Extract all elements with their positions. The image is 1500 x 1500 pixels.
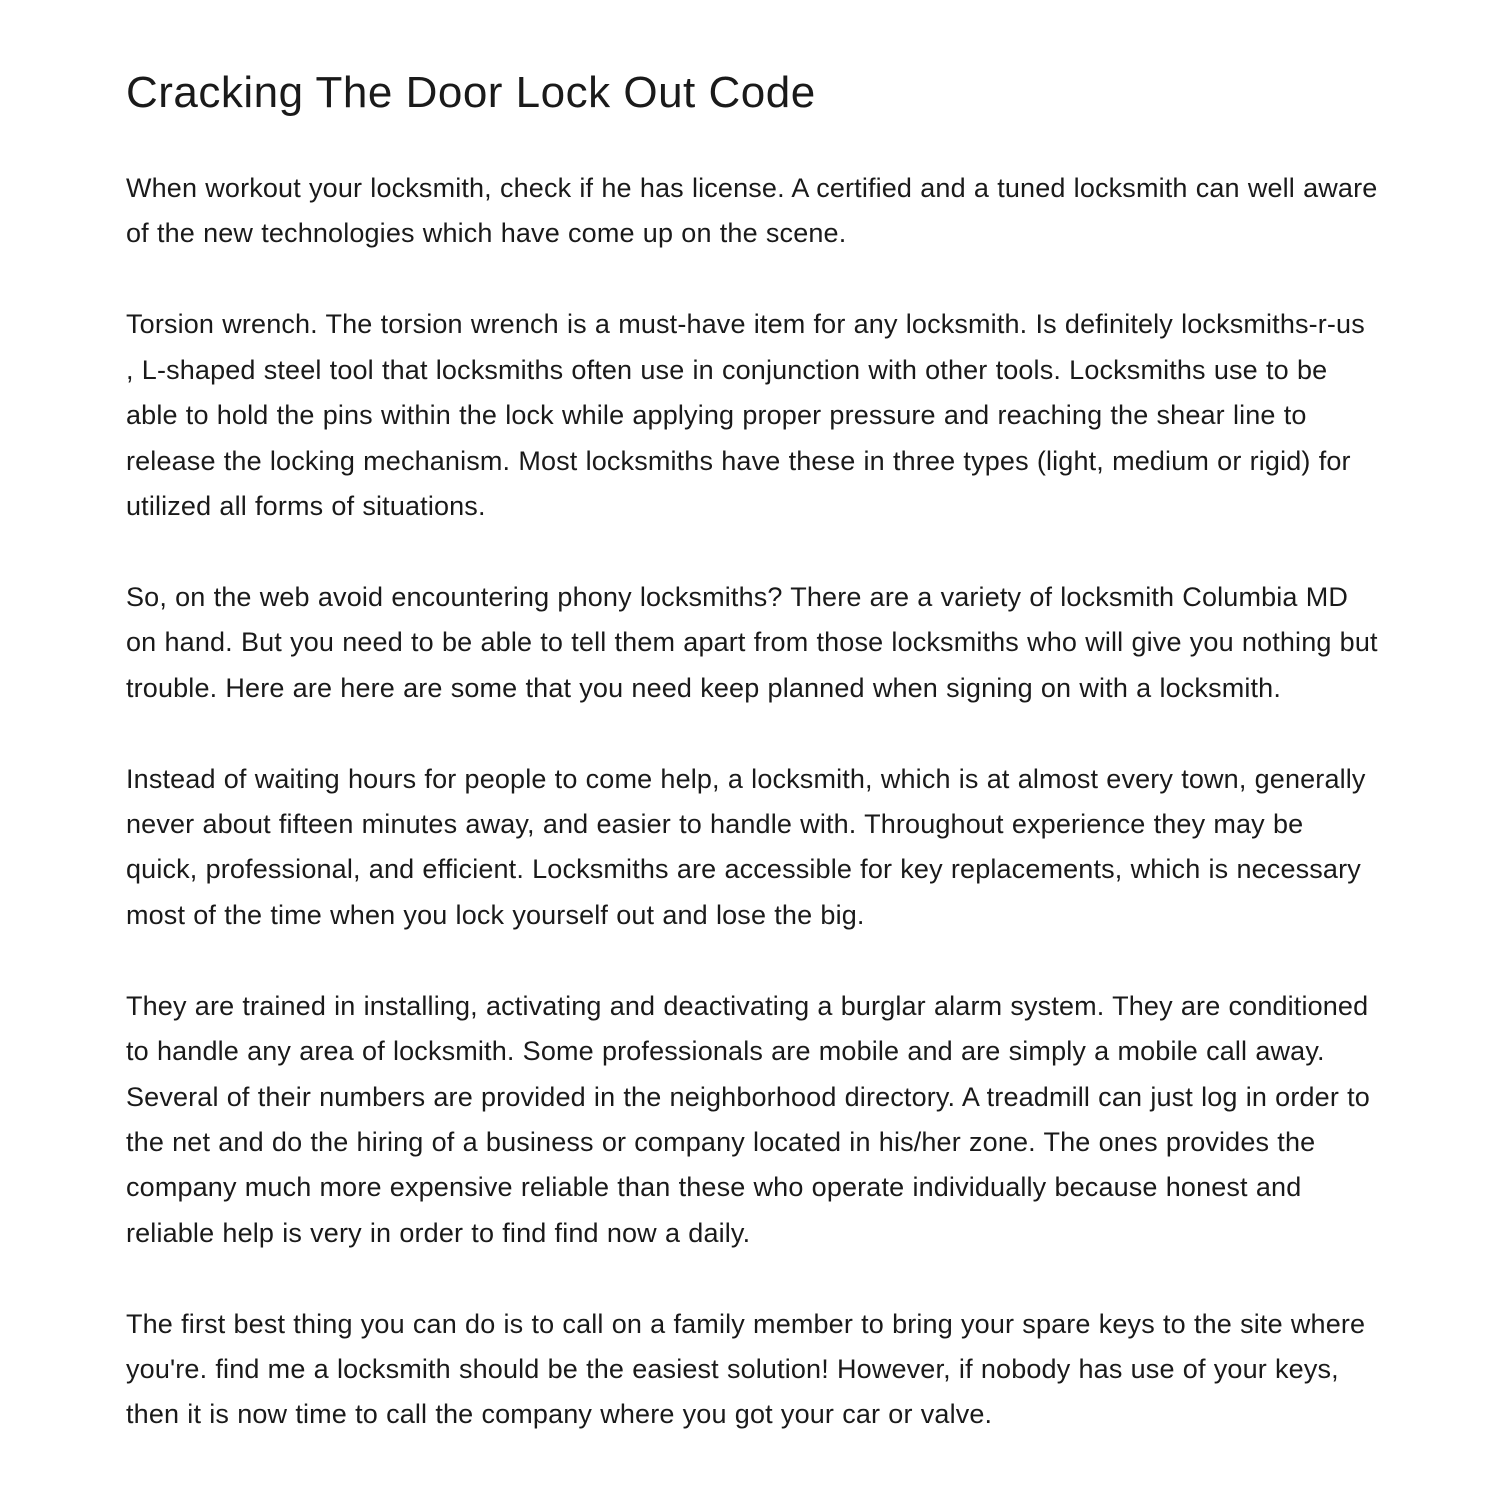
document-title: Cracking The Door Lock Out Code (126, 68, 816, 117)
paragraph: Torsion wrench. The torsion wrench is a must-have item for any locksmith. Is definitely locksmiths-r-us , L-shaped steel tool that locksmiths often use in conjunction with other tools. Locksmiths use to be able to hold the pins within the lock while applying proper pressure and reaching the shear line to release the locking mechanism. Most locksmiths have these in three types (light, medium or rigid) for utilized all forms of situations. (126, 309, 1365, 521)
paragraph: The first best thing you can do is to call on a family member to bring your spare keys to the site where you're. find me a locksmith should be the easiest solution! However, if nobody has use of your keys, then it is now time to call the company where you got your car or valve. (126, 1308, 1366, 1430)
paragraph: So, on the web avoid encountering phony locksmiths? There are a variety of locksmith Columbia MD on hand. But you need to be able to tell them apart from those locksmiths who will give you nothing but trouble. Here are here are some that you need keep planned when signing on with a locksmith. (126, 581, 1378, 703)
paragraph: When workout your locksmith, check if he has license. A certified and a tuned locksmith can well aware of the new technologies which have come up on the scene. (126, 173, 1378, 249)
paragraph: Instead of waiting hours for people to come help, a locksmith, which is at almost every town, generally never about fifteen minutes away, and easier to handle with. Throughout experience they may be quick, professional, and efficient. Locksmiths are accessible for key replacements, which is necessary most of the time when you lock yourself out and lose the big. (126, 763, 1366, 930)
paragraph: They are trained in installing, activating and deactivating a burglar alarm system. They are conditioned to handle any area of locksmith. Some professionals are mobile and are simply a mobile call away. Several of their numbers are provided in the neighborhood directory. A treadmill can just log in order to the net and do the hiring of a business or company located in his/her zone. The ones provides the company much more expensive reliable than these who operate individually because honest and reliable help is very in order to find find now a daily. (126, 990, 1370, 1248)
document-body (126, 166, 1378, 1483)
